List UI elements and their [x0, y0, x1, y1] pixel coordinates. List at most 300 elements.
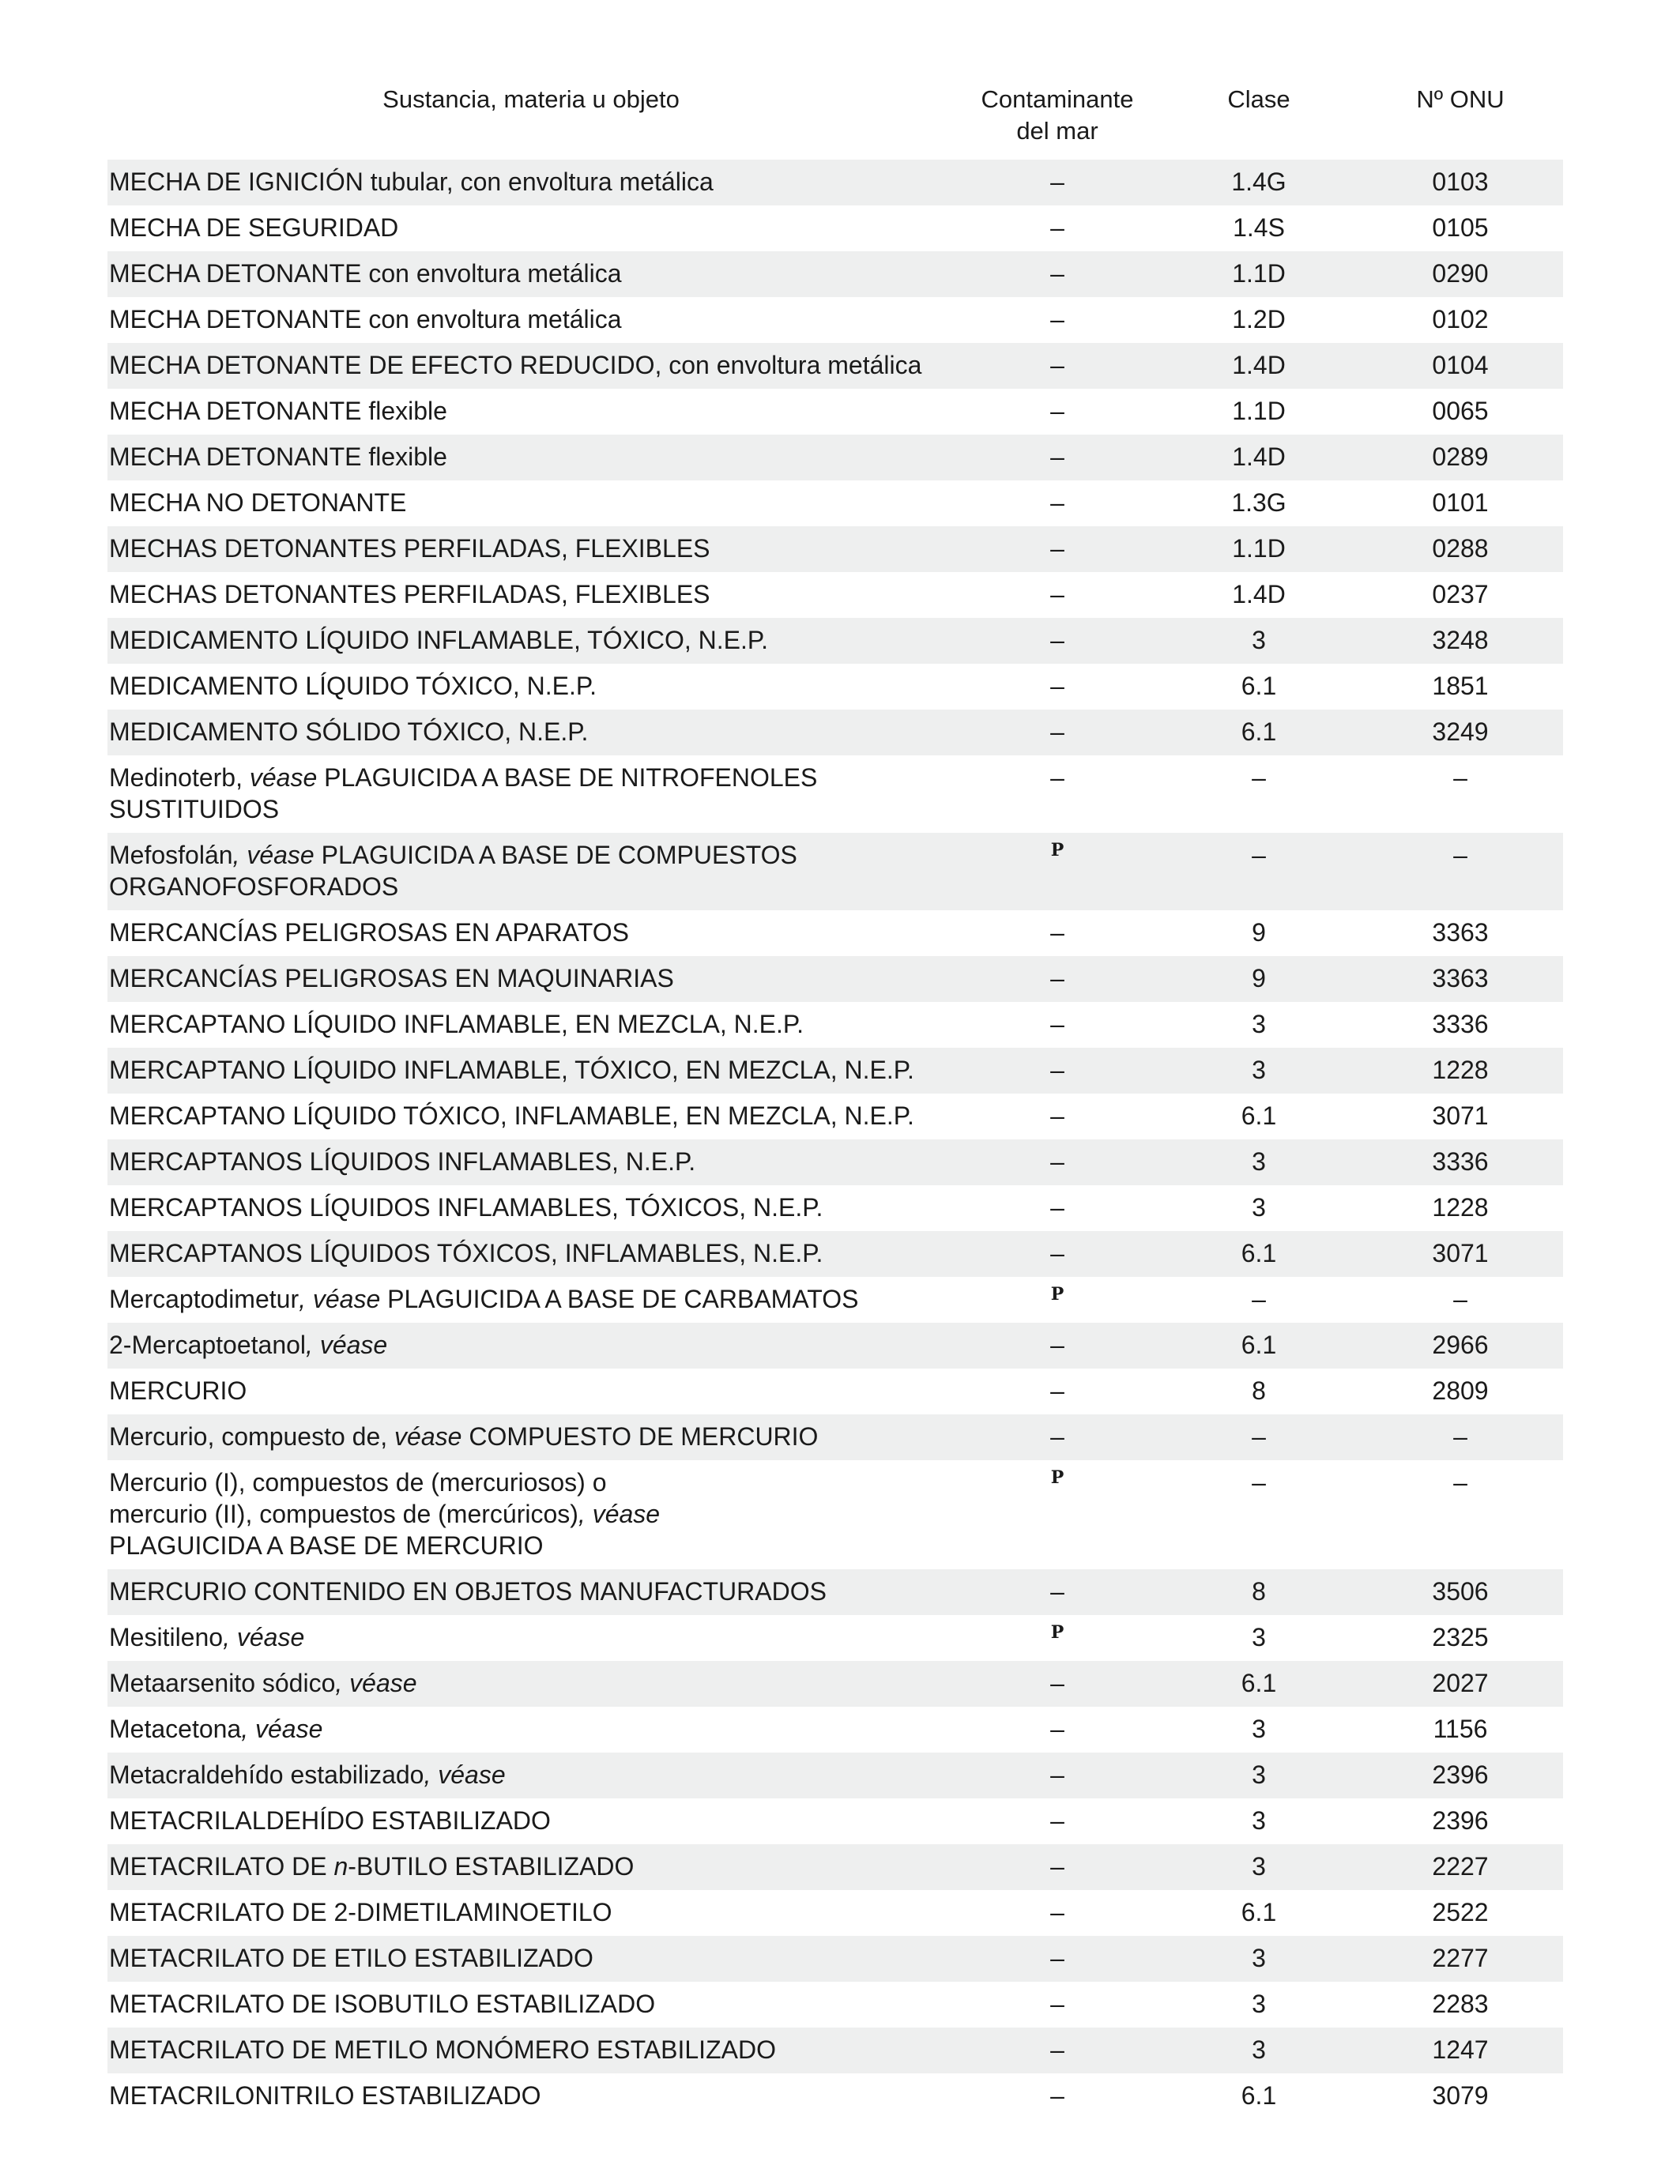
- substance-text: Mercurio, compuesto de,: [109, 1422, 395, 1451]
- substance-text: -BUTILO ESTABILIZADO: [348, 1852, 635, 1881]
- marine-pollutant-value: –: [1050, 2035, 1064, 2064]
- table-body: [107, 160, 1563, 2119]
- cell-marine-pollutant: [955, 833, 1160, 910]
- cell-un-number: 0105: [1432, 213, 1489, 242]
- table-row: [107, 480, 1563, 526]
- substance-text: MECHA NO DETONANTE: [109, 488, 407, 517]
- cell-class: 1.4D: [1232, 580, 1286, 608]
- cell-class: –: [1252, 1468, 1266, 1497]
- cell-substance: [107, 480, 955, 526]
- substance-text: PLAGUICIDA A BASE DE COMPUESTOS: [314, 841, 797, 869]
- cell-un-number: 0102: [1432, 305, 1489, 333]
- marine-pollutant-value: –: [1050, 1852, 1064, 1881]
- cell-un-number: 1228: [1358, 1048, 1563, 1094]
- table-row: [107, 1936, 1563, 1982]
- substance-text: Metacraldehído estabilizado: [109, 1760, 424, 1789]
- substance-text: MERCAPTANOS LÍQUIDOS TÓXICOS, INFLAMABLES, N.E.P.: [109, 1239, 823, 1267]
- substance-text: Mercaptodimetur: [109, 1285, 299, 1313]
- cell-un-number: 2027: [1358, 1661, 1563, 1707]
- cell-substance: [107, 526, 955, 572]
- cell-un-number: 1247: [1358, 2028, 1563, 2073]
- cell-marine-pollutant: [955, 526, 1160, 572]
- cell-class: –: [1252, 763, 1266, 792]
- cell-un-number: 0101: [1432, 488, 1489, 517]
- substance-text: MEDICAMENTO LÍQUIDO INFLAMABLE, TÓXICO, N.E.P.: [109, 626, 768, 654]
- cell-un-number: 3506: [1358, 1569, 1563, 1615]
- header-substance: Sustancia, materia u objeto: [382, 85, 680, 113]
- table-row: [107, 1661, 1563, 1707]
- cell-class: –: [1160, 1414, 1358, 1460]
- marine-pollutant-value: –: [1050, 1715, 1064, 1743]
- cell-un-number: –: [1453, 1468, 1467, 1497]
- cell-marine-pollutant: [955, 1753, 1160, 1798]
- marine-pollutant-value: –: [1050, 442, 1064, 471]
- marine-pollutant-value: –: [1050, 580, 1064, 608]
- marine-pollutant-mark: P: [1050, 840, 1064, 860]
- cell-class: 6.1: [1241, 1898, 1277, 1926]
- substance-text: PLAGUICIDA A BASE DE CARBAMATOS: [380, 1285, 859, 1313]
- cell-substance: [107, 435, 955, 480]
- cell-substance: [107, 1890, 955, 1936]
- marine-pollutant-mark: P: [1050, 1284, 1064, 1305]
- cell-marine-pollutant: [955, 956, 1160, 1002]
- cell-class: 9: [1160, 956, 1358, 1002]
- substance-text: MERCAPTANOS LÍQUIDOS INFLAMABLES, N.E.P.: [109, 1147, 696, 1176]
- table-row: [107, 1369, 1563, 1414]
- cell-substance: [107, 618, 955, 664]
- cell-marine-pollutant: [955, 1185, 1160, 1231]
- substance-text-italic: n: [333, 1852, 348, 1881]
- marine-pollutant-value: –: [1050, 259, 1064, 288]
- cell-marine-pollutant: [955, 2073, 1160, 2119]
- cell-marine-pollutant: [955, 297, 1160, 343]
- marine-pollutant-value: –: [1050, 305, 1064, 333]
- substance-text: MECHA DETONANTE flexible: [109, 442, 447, 471]
- substance-text: METACRILALDEHÍDO ESTABILIZADO: [109, 1806, 551, 1835]
- substance-text: Mercurio (I), compuestos de (mercuriosos) o: [109, 1468, 607, 1497]
- cell-class: 1.4D: [1160, 343, 1358, 389]
- cell-marine-pollutant: [955, 1982, 1160, 2028]
- marine-pollutant-value: –: [1050, 351, 1064, 379]
- cell-marine-pollutant: [955, 755, 1160, 833]
- cell-class: 1.1D: [1232, 397, 1286, 425]
- cell-class: 9: [1252, 918, 1266, 947]
- cell-class: 3: [1252, 1990, 1266, 2018]
- cell-un-number: 3071: [1358, 1231, 1563, 1277]
- cell-un-number: –: [1453, 1285, 1467, 1313]
- cell-un-number: 2396: [1432, 1806, 1489, 1835]
- cell-class: 3: [1160, 1936, 1358, 1982]
- substance-text: Mefosfolán: [109, 841, 233, 869]
- cell-marine-pollutant: [955, 572, 1160, 618]
- cell-substance: [107, 1936, 955, 1982]
- substance-text: PLAGUICIDA A BASE DE MERCURIO: [109, 1531, 544, 1560]
- marine-pollutant-mark: P: [1050, 1467, 1064, 1488]
- cell-class: 3: [1160, 1139, 1358, 1185]
- substance-text-italic: , véase: [241, 1715, 323, 1743]
- cell-marine-pollutant: [955, 1002, 1160, 1048]
- substance-text: MERCURIO: [109, 1376, 247, 1405]
- cell-un-number: 0289: [1358, 435, 1563, 480]
- table-row: [107, 2028, 1563, 2073]
- marine-pollutant-value: –: [1050, 717, 1064, 746]
- table-row: [107, 389, 1563, 435]
- cell-un-number: 2809: [1432, 1376, 1489, 1405]
- marine-pollutant-value: –: [1050, 1760, 1064, 1789]
- table-row: [107, 160, 1563, 205]
- cell-substance: [107, 160, 955, 205]
- table-row: [107, 618, 1563, 664]
- cell-un-number: –: [1358, 1414, 1563, 1460]
- cell-substance: [107, 1460, 955, 1569]
- cell-class: 6.1: [1160, 1323, 1358, 1369]
- cell-marine-pollutant: [955, 910, 1160, 956]
- marine-pollutant-value: –: [1050, 918, 1064, 947]
- cell-substance: [107, 1277, 955, 1323]
- cell-un-number: 3248: [1358, 618, 1563, 664]
- cell-class: 6.1: [1241, 1101, 1277, 1130]
- substance-text: MECHA DETONANTE flexible: [109, 397, 447, 425]
- table-row: [107, 1277, 1563, 1323]
- cell-marine-pollutant: [955, 1048, 1160, 1094]
- header-un-number: Nº ONU: [1416, 85, 1505, 113]
- header-marine-pollutant-line: Contaminante: [981, 85, 1134, 113]
- marine-pollutant-value: –: [1050, 1376, 1064, 1405]
- cell-un-number: 3363: [1358, 956, 1563, 1002]
- marine-pollutant-value: –: [1050, 1101, 1064, 1130]
- cell-marine-pollutant: [955, 1460, 1160, 1569]
- cell-substance: [107, 1707, 955, 1753]
- cell-class: 6.1: [1160, 1661, 1358, 1707]
- marine-pollutant-value: –: [1050, 626, 1064, 654]
- substance-text: mercurio (II), compuestos de (mercúricos): [109, 1500, 578, 1528]
- substance-text: Medinoterb,: [109, 763, 250, 792]
- substance-text: MERCAPTANOS LÍQUIDOS INFLAMABLES, TÓXICOS, N.E.P.: [109, 1193, 823, 1222]
- substance-text: MEDICAMENTO LÍQUIDO TÓXICO, N.E.P.: [109, 672, 597, 700]
- marine-pollutant-value: –: [1050, 1944, 1064, 1972]
- substance-text: MECHAS DETONANTES PERFILADAS, FLEXIBLES: [109, 534, 710, 563]
- cell-marine-pollutant: [955, 160, 1160, 205]
- cell-marine-pollutant: [955, 1323, 1160, 1369]
- cell-marine-pollutant: [955, 1139, 1160, 1185]
- cell-un-number: 2283: [1432, 1990, 1489, 2018]
- marine-pollutant-value: –: [1050, 1806, 1064, 1835]
- cell-substance: [107, 910, 955, 956]
- table-row: [107, 1048, 1563, 1094]
- marine-pollutant-value: –: [1050, 1010, 1064, 1038]
- table-row: [107, 956, 1563, 1002]
- table-row: [107, 297, 1563, 343]
- cell-class: 3: [1160, 2028, 1358, 2073]
- cell-marine-pollutant: [955, 1094, 1160, 1139]
- cell-class: 1.4D: [1160, 435, 1358, 480]
- substance-text-italic: , véase: [306, 1331, 388, 1359]
- cell-substance: [107, 1231, 955, 1277]
- cell-substance: [107, 1844, 955, 1890]
- marine-pollutant-value: –: [1050, 1147, 1064, 1176]
- table-row: [107, 1002, 1563, 1048]
- table-row: [107, 1094, 1563, 1139]
- cell-class: 1.1D: [1160, 526, 1358, 572]
- cell-class: 3: [1252, 1715, 1266, 1743]
- cell-substance: [107, 1982, 955, 2028]
- cell-class: 1.3G: [1231, 488, 1286, 517]
- marine-pollutant-value: –: [1050, 964, 1064, 992]
- table-row: [107, 1890, 1563, 1936]
- cell-marine-pollutant: [955, 1414, 1160, 1460]
- marine-pollutant-value: –: [1050, 1331, 1064, 1359]
- cell-substance: [107, 1798, 955, 1844]
- cell-class: 6.1: [1241, 2081, 1277, 2110]
- cell-un-number: 1228: [1432, 1193, 1489, 1222]
- cell-class: 3: [1252, 1623, 1266, 1651]
- substance-text-italic: véase: [249, 763, 318, 792]
- substance-text: METACRILONITRILO ESTABILIZADO: [109, 2081, 541, 2110]
- cell-substance: [107, 343, 955, 389]
- cell-marine-pollutant: [955, 1890, 1160, 1936]
- cell-un-number: 3249: [1358, 710, 1563, 755]
- table-row: [107, 1844, 1563, 1890]
- cell-un-number: 2277: [1358, 1936, 1563, 1982]
- table-row: [107, 1798, 1563, 1844]
- cell-marine-pollutant: [955, 1707, 1160, 1753]
- table-header: [107, 79, 1563, 160]
- substance-text: MERCAPTANO LÍQUIDO INFLAMABLE, TÓXICO, EN MEZCLA, N.E.P.: [109, 1056, 914, 1084]
- substance-text: MERCAPTANO LÍQUIDO INFLAMABLE, EN MEZCLA, N.E.P.: [109, 1010, 804, 1038]
- marine-pollutant-value: –: [1050, 1239, 1064, 1267]
- cell-substance: [107, 1139, 955, 1185]
- cell-class: 3: [1160, 618, 1358, 664]
- cell-substance: [107, 1002, 955, 1048]
- cell-un-number: 0065: [1432, 397, 1489, 425]
- cell-class: 3: [1160, 1048, 1358, 1094]
- cell-class: 6.1: [1160, 710, 1358, 755]
- cell-substance: [107, 664, 955, 710]
- cell-substance: [107, 1094, 955, 1139]
- marine-pollutant-value: –: [1050, 488, 1064, 517]
- substance-text: MERCURIO CONTENIDO EN OBJETOS MANUFACTURADOS: [109, 1577, 827, 1606]
- substance-text: METACRILATO DE METILO MONÓMERO ESTABILIZADO: [109, 2035, 776, 2064]
- cell-marine-pollutant: [955, 1661, 1160, 1707]
- cell-substance: [107, 2028, 955, 2073]
- cell-marine-pollutant: [955, 480, 1160, 526]
- cell-substance: [107, 205, 955, 251]
- table-row: [107, 2073, 1563, 2119]
- table-row: [107, 1569, 1563, 1615]
- marine-pollutant-value: –: [1050, 1193, 1064, 1222]
- table-row: [107, 1323, 1563, 1369]
- cell-substance: [107, 1615, 955, 1661]
- marine-pollutant-value: –: [1050, 397, 1064, 425]
- cell-un-number: 3079: [1432, 2081, 1489, 2110]
- cell-un-number: 2396: [1358, 1753, 1563, 1798]
- cell-un-number: 3336: [1358, 1139, 1563, 1185]
- substance-text: MECHA DETONANTE DE EFECTO REDUCIDO, con envoltura metálica: [109, 351, 922, 379]
- cell-marine-pollutant: [955, 205, 1160, 251]
- dangerous-goods-table: [107, 79, 1563, 2119]
- cell-class: 3: [1252, 1806, 1266, 1835]
- substance-text: ORGANOFOSFORADOS: [109, 872, 399, 901]
- cell-marine-pollutant: [955, 389, 1160, 435]
- cell-substance: [107, 1369, 955, 1414]
- cell-class: 3: [1252, 1193, 1266, 1222]
- table-row: [107, 526, 1563, 572]
- cell-un-number: –: [1453, 763, 1467, 792]
- marine-pollutant-value: –: [1050, 168, 1064, 196]
- cell-marine-pollutant: [955, 1936, 1160, 1982]
- cell-marine-pollutant: [955, 618, 1160, 664]
- document-page: [107, 79, 1563, 2119]
- header-class: Clase: [1227, 85, 1290, 113]
- table-row: [107, 833, 1563, 910]
- cell-class: 1.2D: [1232, 305, 1286, 333]
- cell-un-number: 0288: [1358, 526, 1563, 572]
- cell-substance: [107, 2073, 955, 2119]
- header-marine-pollutant: [955, 79, 1160, 160]
- substance-text: Metaarsenito sódico: [109, 1669, 336, 1697]
- cell-un-number: 0103: [1358, 160, 1563, 205]
- substance-text: MECHA DE SEGURIDAD: [109, 213, 399, 242]
- substance-text: METACRILATO DE ISOBUTILO ESTABILIZADO: [109, 1990, 656, 2018]
- header-row: [107, 79, 1563, 160]
- cell-substance: [107, 833, 955, 910]
- cell-class: –: [1252, 1285, 1266, 1313]
- table-row: [107, 910, 1563, 956]
- cell-marine-pollutant: [955, 1615, 1160, 1661]
- substance-text-italic: , véase: [335, 1669, 417, 1697]
- cell-substance: [107, 755, 955, 833]
- table-row: [107, 710, 1563, 755]
- table-row: [107, 1982, 1563, 2028]
- substance-text: MERCANCÍAS PELIGROSAS EN MAQUINARIAS: [109, 964, 674, 992]
- table-row: [107, 755, 1563, 833]
- cell-un-number: 2325: [1432, 1623, 1489, 1651]
- table-row: [107, 664, 1563, 710]
- cell-marine-pollutant: [955, 1369, 1160, 1414]
- cell-un-number: 1156: [1433, 1715, 1488, 1743]
- header-marine-pollutant-label: [981, 85, 1133, 145]
- cell-class: –: [1160, 833, 1358, 910]
- cell-marine-pollutant: [955, 435, 1160, 480]
- substance-text: MEDICAMENTO SÓLIDO TÓXICO, N.E.P.: [109, 717, 589, 746]
- cell-un-number: 2966: [1358, 1323, 1563, 1369]
- cell-marine-pollutant: [955, 2028, 1160, 2073]
- substance-text-italic: , véase: [232, 841, 315, 869]
- cell-marine-pollutant: [955, 1231, 1160, 1277]
- substance-text: PLAGUICIDA A BASE DE NITROFENOLES: [317, 763, 818, 792]
- marine-pollutant-value: –: [1050, 763, 1064, 792]
- substance-text: MERCAPTANO LÍQUIDO TÓXICO, INFLAMABLE, EN MEZCLA, N.E.P.: [109, 1101, 914, 1130]
- cell-un-number: 3336: [1432, 1010, 1489, 1038]
- cell-un-number: 3363: [1432, 918, 1489, 947]
- substance-text-italic: véase: [394, 1422, 462, 1451]
- substance-text: SUSTITUIDOS: [109, 795, 280, 823]
- table-row: [107, 1231, 1563, 1277]
- substance-text: METACRILATO DE ETILO ESTABILIZADO: [109, 1944, 593, 1972]
- cell-un-number: 2227: [1358, 1844, 1563, 1890]
- substance-text: MECHA DETONANTE con envoltura metálica: [109, 305, 622, 333]
- marine-pollutant-value: –: [1050, 1577, 1064, 1606]
- table-row: [107, 343, 1563, 389]
- substance-text: 2-Mercaptoetanol: [109, 1331, 307, 1359]
- marine-pollutant-value: –: [1050, 672, 1064, 700]
- table-row: [107, 1615, 1563, 1661]
- cell-marine-pollutant: [955, 710, 1160, 755]
- table-row: [107, 251, 1563, 297]
- cell-substance: [107, 710, 955, 755]
- marine-pollutant-mark: P: [1050, 1622, 1064, 1643]
- cell-substance: [107, 251, 955, 297]
- cell-class: 8: [1160, 1569, 1358, 1615]
- cell-marine-pollutant: [955, 251, 1160, 297]
- cell-class: 3: [1160, 1753, 1358, 1798]
- cell-class: 1.1D: [1160, 251, 1358, 297]
- cell-un-number: –: [1358, 833, 1563, 910]
- cell-un-number: 3071: [1432, 1101, 1489, 1130]
- substance-text: MECHAS DETONANTES PERFILADAS, FLEXIBLES: [109, 580, 710, 608]
- cell-un-number: 1851: [1432, 672, 1489, 700]
- cell-substance: [107, 1323, 955, 1369]
- cell-un-number: 0237: [1432, 580, 1489, 608]
- header-marine-pollutant-line: del mar: [1016, 117, 1098, 145]
- marine-pollutant-value: –: [1050, 213, 1064, 242]
- substance-text: MECHA DETONANTE con envoltura metálica: [109, 259, 622, 288]
- substance-text-italic: , véase: [223, 1623, 305, 1651]
- table-row: [107, 1139, 1563, 1185]
- cell-substance: [107, 572, 955, 618]
- cell-substance: [107, 389, 955, 435]
- cell-un-number: 2522: [1432, 1898, 1489, 1926]
- cell-substance: [107, 1414, 955, 1460]
- cell-substance: [107, 1661, 955, 1707]
- marine-pollutant-value: –: [1050, 1669, 1064, 1697]
- cell-class: 6.1: [1241, 672, 1277, 700]
- substance-text-italic: , véase: [424, 1760, 506, 1789]
- cell-un-number: 0104: [1358, 343, 1563, 389]
- marine-pollutant-value: –: [1050, 1056, 1064, 1084]
- cell-substance: [107, 1569, 955, 1615]
- marine-pollutant-value: –: [1050, 1898, 1064, 1926]
- substance-text: MERCANCÍAS PELIGROSAS EN APARATOS: [109, 918, 629, 947]
- cell-marine-pollutant: [955, 664, 1160, 710]
- table-row: [107, 1707, 1563, 1753]
- substance-text: METACRILATO DE 2-DIMETILAMINOETILO: [109, 1898, 612, 1926]
- cell-substance: [107, 1753, 955, 1798]
- cell-marine-pollutant: [955, 1569, 1160, 1615]
- cell-un-number: 0290: [1358, 251, 1563, 297]
- cell-class: 3: [1160, 1844, 1358, 1890]
- cell-substance: [107, 956, 955, 1002]
- cell-substance: [107, 1185, 955, 1231]
- substance-text-italic: , véase: [299, 1285, 381, 1313]
- marine-pollutant-value: –: [1050, 1990, 1064, 2018]
- substance-text: Mesitileno: [109, 1623, 224, 1651]
- substance-text: COMPUESTO DE MERCURIO: [461, 1422, 819, 1451]
- cell-class: 6.1: [1160, 1231, 1358, 1277]
- substance-text: Metacetona: [109, 1715, 242, 1743]
- marine-pollutant-value: –: [1050, 1422, 1064, 1451]
- substance-text-italic: , véase: [578, 1500, 661, 1528]
- cell-marine-pollutant: [955, 343, 1160, 389]
- marine-pollutant-value: –: [1050, 534, 1064, 563]
- substance-text: METACRILATO DE: [109, 1852, 334, 1881]
- table-row: [107, 572, 1563, 618]
- marine-pollutant-value: –: [1050, 2081, 1064, 2110]
- table-row: [107, 205, 1563, 251]
- cell-substance: [107, 1048, 955, 1094]
- cell-substance: [107, 297, 955, 343]
- cell-marine-pollutant: [955, 1798, 1160, 1844]
